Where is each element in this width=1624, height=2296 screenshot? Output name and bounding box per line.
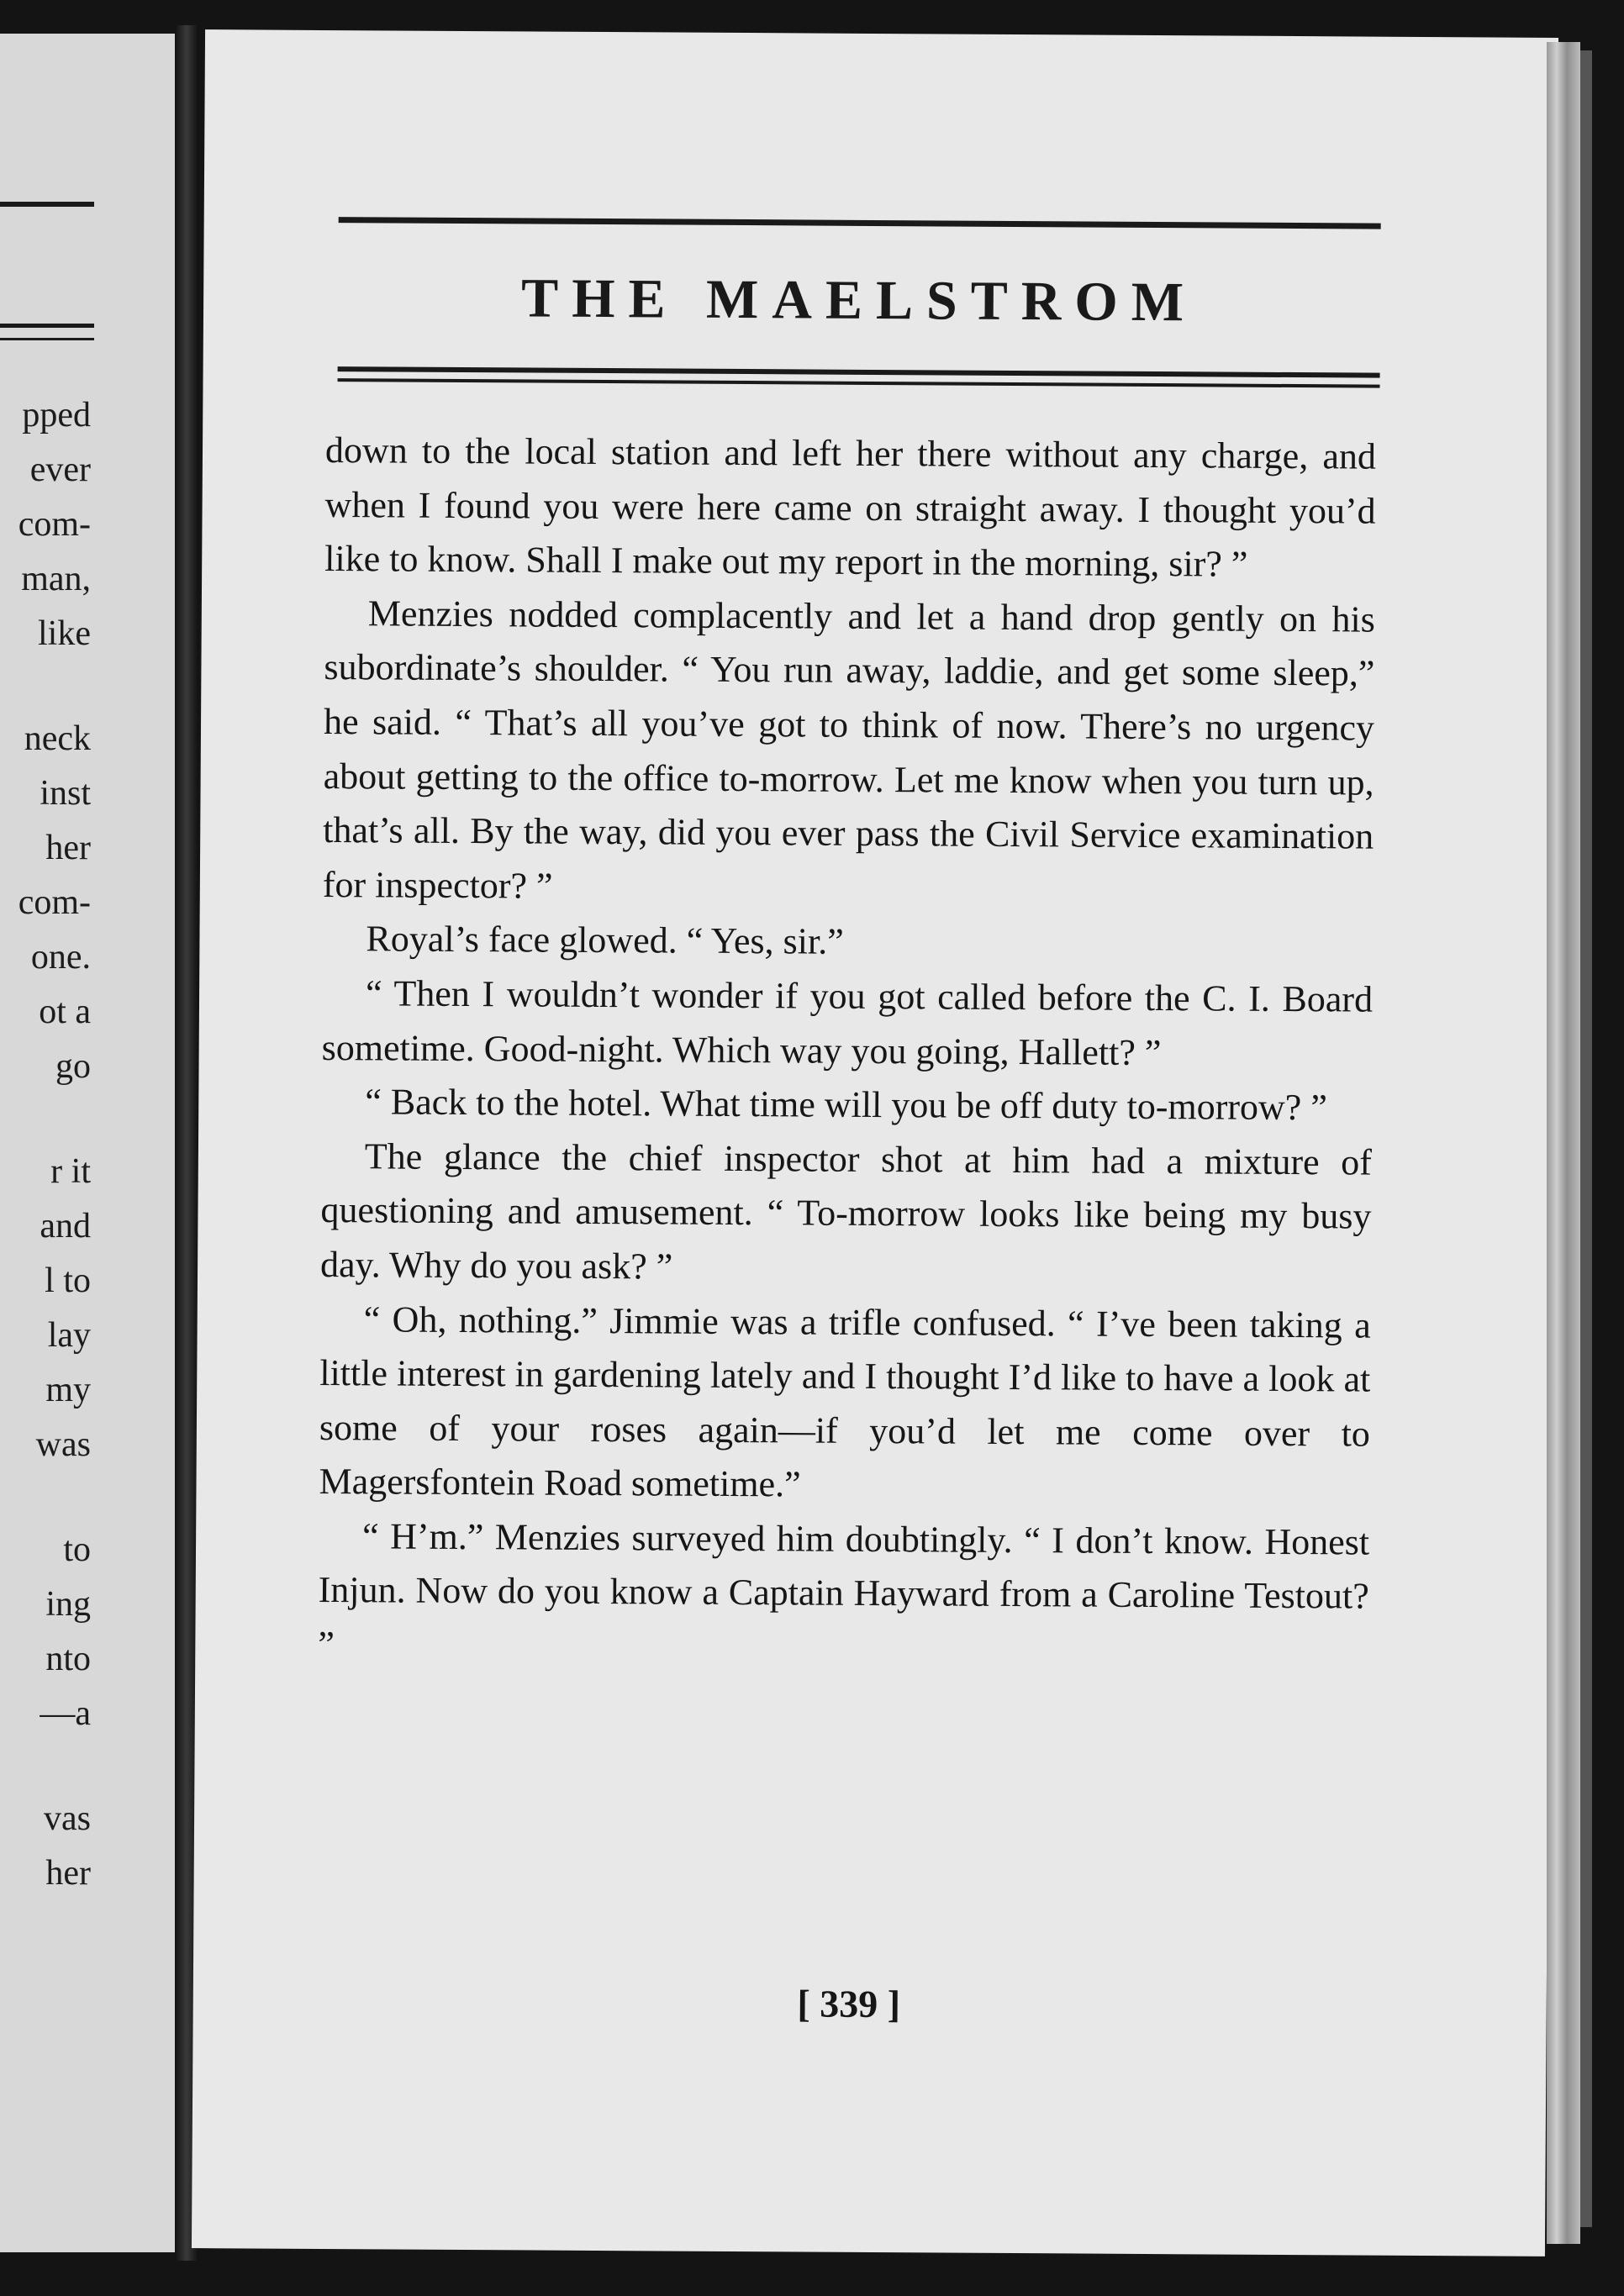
facing-page-fragment: go xyxy=(55,1047,91,1086)
facing-page-fragment: r it xyxy=(50,1152,91,1191)
facing-page-fragment: ot a xyxy=(39,993,91,1031)
facing-page-fragment: —a xyxy=(40,1694,91,1733)
book-page xyxy=(192,29,1558,2257)
facing-page-rule xyxy=(0,324,94,328)
facing-page-fragment: ever xyxy=(29,450,91,489)
facing-page-fragment: like xyxy=(38,614,91,653)
paragraph: Menzies nodded complacently and let a hand drop gently on his subordinate’s shoulder. “ You run away, laddie, and get some sleep,” he said. “ That’s all you’ve got to think of now. There’s no urgency about getting to the office to-morrow. Let me know when you turn up, that’s all. By the way, did you ever pass the Civil Service examination for inspector? ” xyxy=(322,592,1375,907)
facing-page-fragment: com- xyxy=(18,505,91,544)
facing-page-fragment: com- xyxy=(18,883,91,922)
facing-page-fragment: man, xyxy=(21,560,91,598)
facing-page-fragment: vas xyxy=(44,1799,91,1838)
page-stack-edge xyxy=(1547,42,1580,2244)
facing-page-fragment: neck xyxy=(24,719,91,758)
facing-page-fragment: her xyxy=(45,1854,91,1893)
facing-page-fragment: her xyxy=(45,829,91,867)
facing-page-left xyxy=(0,34,175,2252)
header-rule-bottom xyxy=(338,366,1380,378)
paragraph: “ Back to the hotel. What time will you be off duty to-morrow? ” xyxy=(365,1081,1327,1129)
book-cover-edge xyxy=(1580,50,1592,2227)
facing-page-fragment: one. xyxy=(30,938,91,977)
facing-page-fragment: ing xyxy=(45,1585,91,1624)
paragraph: “ Oh, nothing.” Jimmie was a trifle confused. “ I’ve been taking a little interest in gardening lately and I thought I’d like to have a look at some of your roses again—if you’d let me come over to Magersfontein Road sometime.” xyxy=(319,1298,1371,1505)
facing-page-rule xyxy=(0,338,94,340)
paragraph: “ Then I wouldn’t wonder if you got called before the C. I. Board sometime. Good-night. Which way you going, Hallett? ” xyxy=(321,972,1374,1073)
header-rule-bottom-thin xyxy=(338,378,1380,388)
paragraph: The glance the chief inspector shot at him had a mixture of questioning and amusement. “ To-morrow looks like being my busy day. Why do you ask? ” xyxy=(319,1135,1373,1288)
paragraph: Royal’s face glowed. “ Yes, sir.” xyxy=(366,918,844,963)
facing-page-rule xyxy=(0,202,94,207)
facing-page-fragment: to xyxy=(63,1530,91,1569)
facing-page-fragment: inst xyxy=(40,774,91,813)
header-rule-top xyxy=(339,217,1381,229)
facing-page-fragment: and xyxy=(40,1207,91,1245)
facing-page-fragment: nto xyxy=(45,1640,91,1678)
facing-page-fragment: l to xyxy=(45,1261,91,1300)
facing-page-fragment: was xyxy=(35,1425,91,1464)
paragraph: down to the local station and left her there without any charge, and when I found you were here came on straight away. I thought you’d like to know. Shall I make out my report in the morning, sir? ” xyxy=(324,429,1377,585)
running-head: THE MAELSTROM xyxy=(520,267,1198,334)
facing-page-fragment: my xyxy=(45,1371,91,1409)
paragraph: “ H’m.” Menzies surveyed him doubtingly. “ I don’t know. Honest Injun. Now do you know a Captain Hayward from a Caroline Testout? ” xyxy=(318,1515,1370,1666)
page-number: [ 339 ] xyxy=(797,1982,901,2026)
facing-page-fragment: lay xyxy=(47,1316,91,1355)
facing-page-fragment: pped xyxy=(22,396,91,434)
body-text xyxy=(318,424,1376,1678)
